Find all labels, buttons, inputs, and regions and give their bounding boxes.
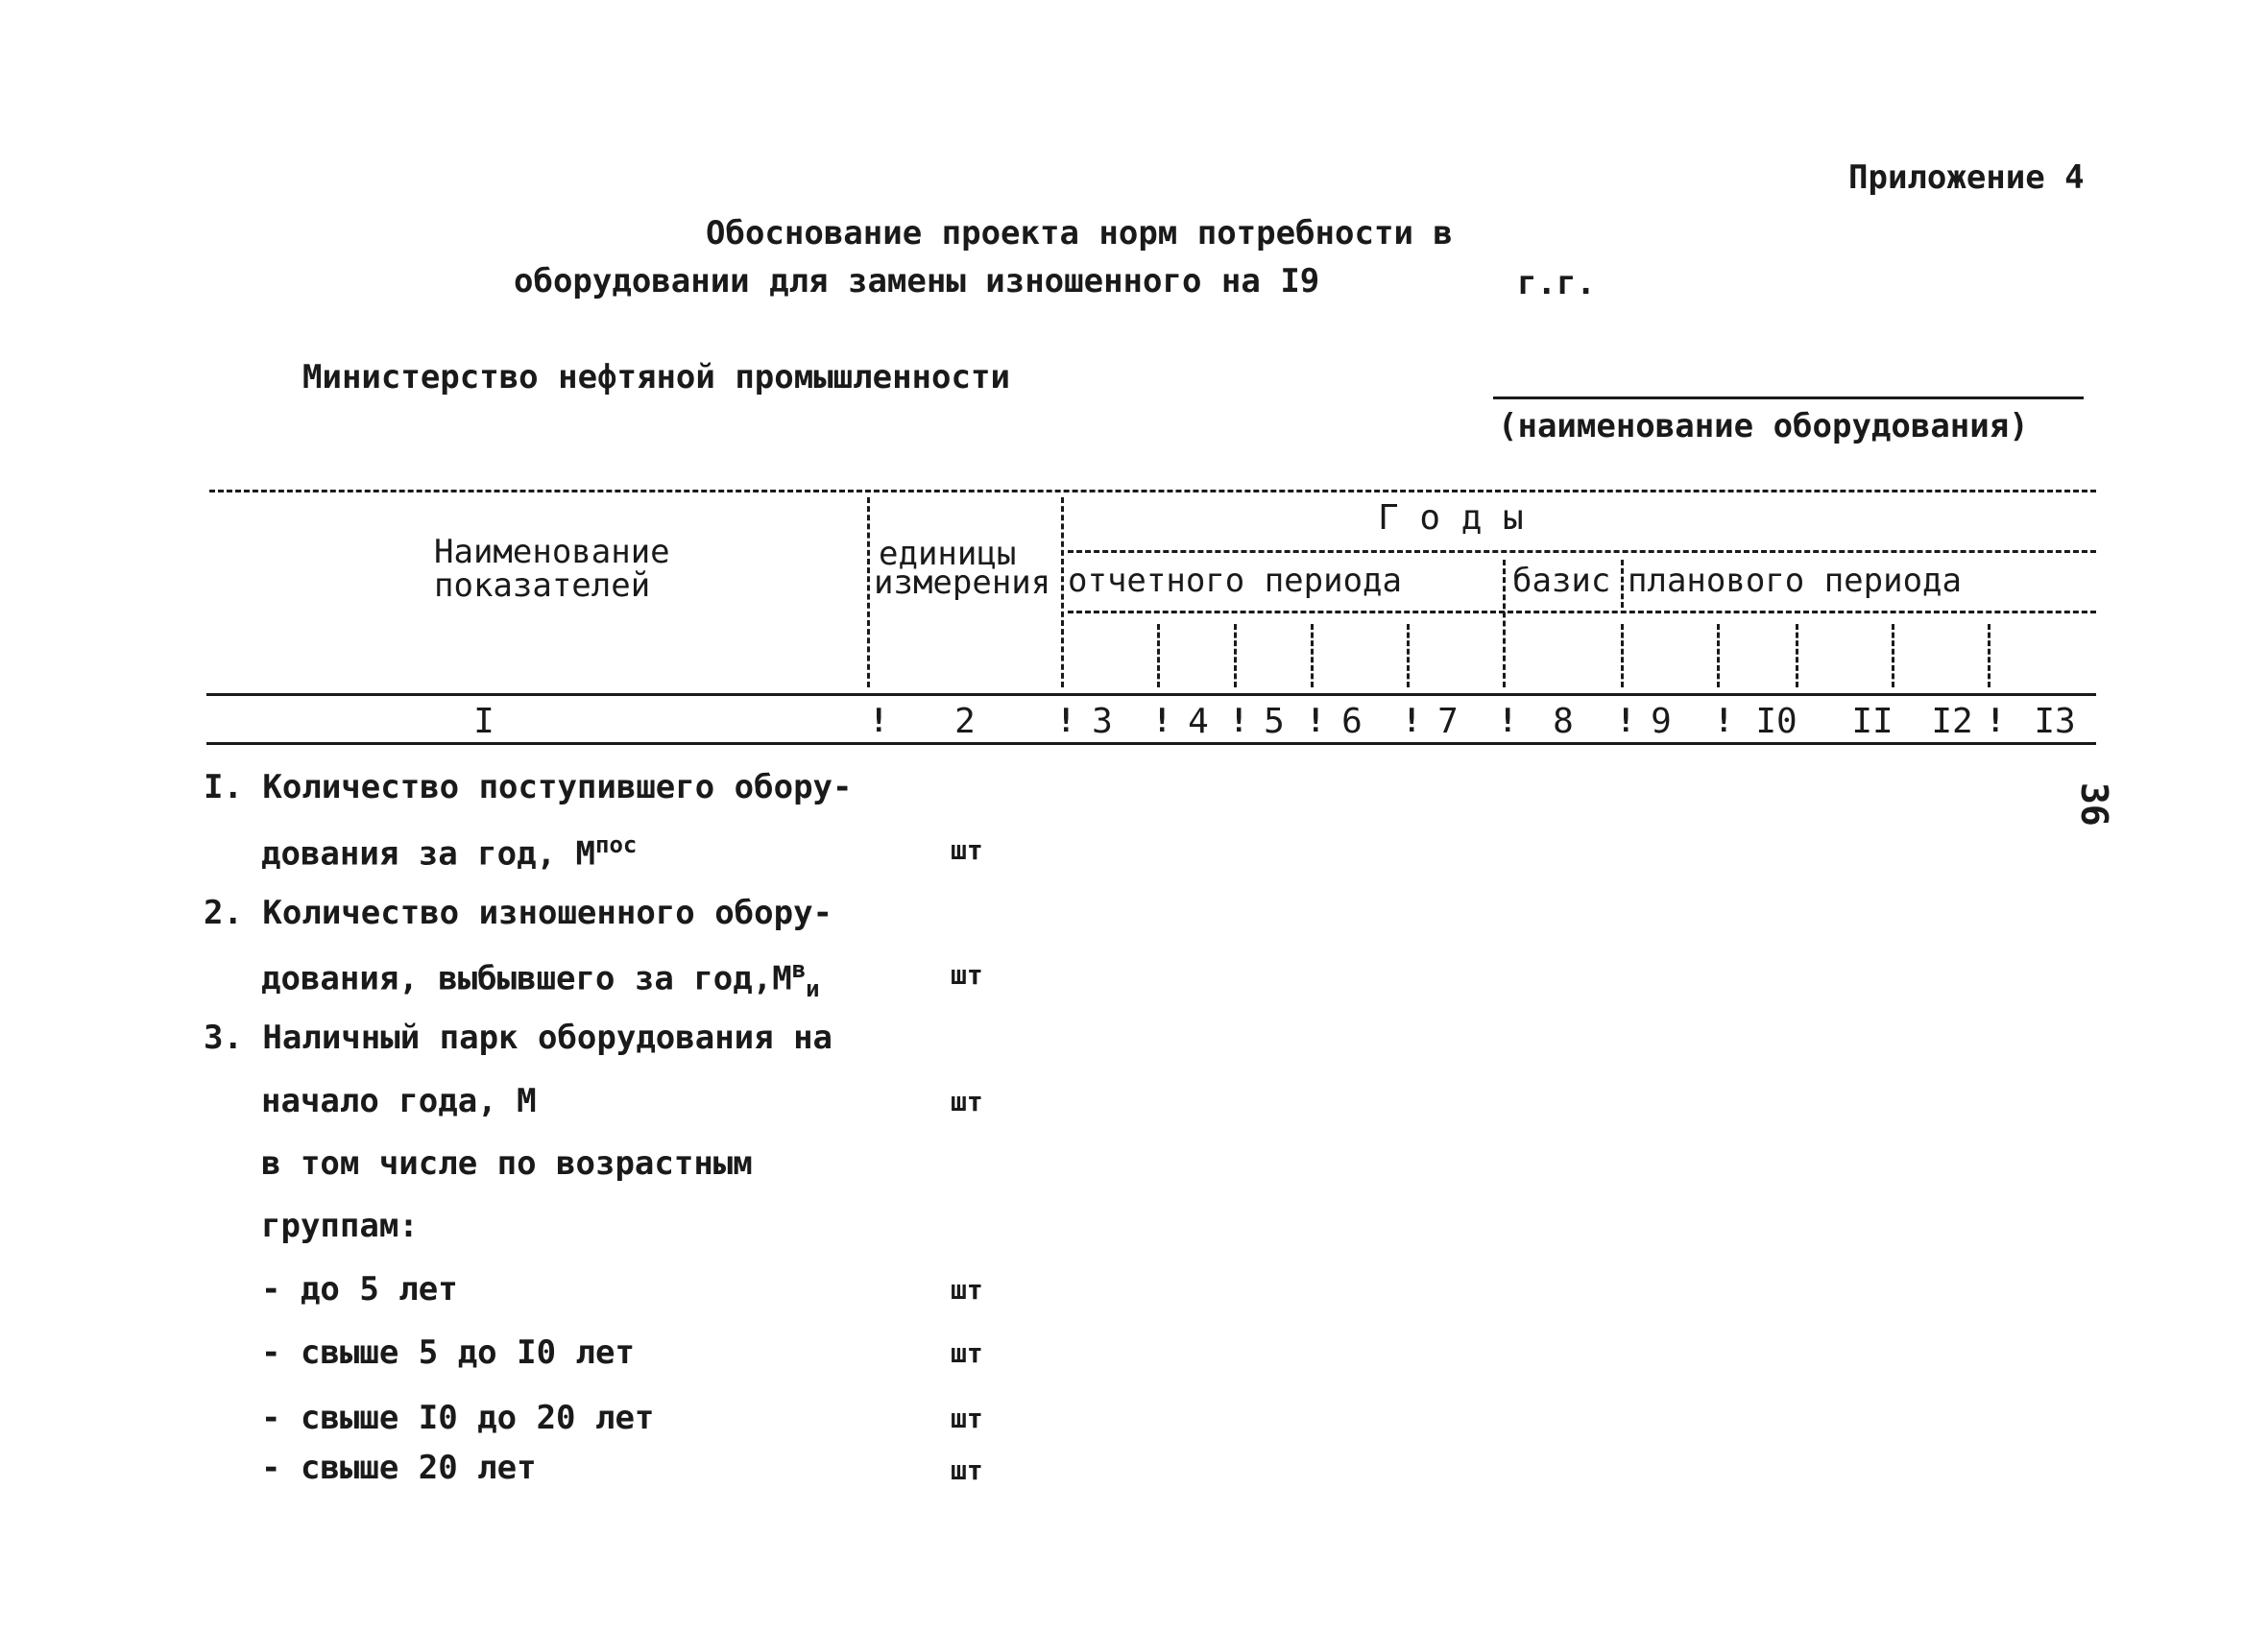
col-separator [1796,624,1798,687]
header-unit-line2: измерения [874,564,1051,602]
row-3-unit: шт [951,1086,983,1117]
column-number: I0 [1755,702,1798,741]
age-group-3-unit: шт [951,1403,983,1434]
column-number: 7 [1437,702,1459,741]
row-4-label-line1: в том числе по возрастным [261,1144,753,1183]
number-separator: ! [1616,702,1636,740]
planned-divider-rule [1508,611,2096,613]
col-separator [1407,624,1410,687]
col-separator [1503,560,1506,687]
row-3-label-line1: 3. Наличный парк оборудования на [204,1019,833,1057]
col-separator [1234,624,1237,687]
table-top-rule [209,490,2096,492]
header-unit-line1: единицы [879,535,1017,573]
column-number: I [473,702,495,741]
col-separator [1157,624,1160,687]
reporting-divider-rule [1068,611,1505,613]
col-separator [1892,624,1894,687]
column-number: 8 [1553,702,1574,741]
age-group-3-label: - свыше I0 до 20 лет [261,1399,655,1437]
number-separator: ! [1498,702,1518,740]
column-number: 6 [1341,702,1363,741]
numbers-bottom-rule [206,742,2096,745]
number-separator: ! [1986,702,2006,740]
header-base: базис [1512,562,1611,600]
title-line-2-suffix: г.г. [1517,264,1596,302]
row-2-label-line1: 2. Количество изношенного обору- [204,894,833,932]
col-separator [1061,497,1064,687]
column-number: 2 [954,702,976,741]
column-number: II [1851,702,1894,741]
age-group-1-unit: шт [951,1274,983,1306]
column-number: 4 [1188,702,1209,741]
age-group-2-unit: шт [951,1337,983,1369]
number-separator: ! [869,702,889,740]
row-2-unit: шт [951,959,983,991]
number-separator: ! [1056,702,1076,740]
age-group-4-unit: шт [951,1454,983,1486]
page-number: 36 [2073,782,2115,827]
number-separator: ! [1152,702,1172,740]
row-3-label-line2: начало года, M [261,1082,537,1120]
column-number: I2 [1931,702,1973,741]
row-1-label-line1: I. Количество поступившего обору- [204,768,853,806]
row-1-unit: шт [951,834,983,866]
equipment-caption: (наименование оборудования) [1498,407,2029,445]
title-line-1: Обоснование проекта норм потребности в [706,214,1453,252]
col-separator [867,497,870,687]
number-separator: ! [1402,702,1422,740]
column-number: I3 [2034,702,2076,741]
header-planned-period: планового периода [1628,562,1962,600]
header-reporting-period: отчетного периода [1068,562,1402,600]
age-group-2-label: - свыше 5 до I0 лет [261,1333,635,1372]
column-number: 5 [1264,702,1285,741]
header-indicator-name-line2: показателей [434,566,651,605]
col-separator [1621,560,1624,608]
row-2-label-line2: дования, выбывшего за $год,M^в_и$ [261,956,820,1003]
equipment-name-line [1493,396,2084,399]
col-separator [1621,624,1624,687]
title-line-2: оборудовании для замены изношенного на I9 [514,262,1320,300]
col-separator [1717,624,1720,687]
col-separator [1988,624,1991,687]
column-number: 9 [1651,702,1672,741]
col-separator [1311,624,1314,687]
header-years: Г о д ы [1378,498,1524,538]
header-bottom-rule [206,693,2096,696]
row-4-label-line2: группам: [261,1207,419,1245]
age-group-1-label: - до 5 лет [261,1270,458,1309]
ministry-name: Министерство нефтяной промышленности [302,358,1010,396]
age-group-4-label: - свыше 20 лет [261,1449,537,1487]
appendix-label: Приложение 4 [1848,158,2085,197]
column-number: 3 [1092,702,1113,741]
number-separator: ! [1306,702,1326,740]
row-1-label-line2: дования за год, $M^{пос}$ [261,831,638,874]
number-separator: ! [1714,702,1734,740]
header-indicator-name-line1: Наименование [434,533,670,571]
years-divider-rule [1068,550,2096,553]
number-separator: ! [1229,702,1249,740]
